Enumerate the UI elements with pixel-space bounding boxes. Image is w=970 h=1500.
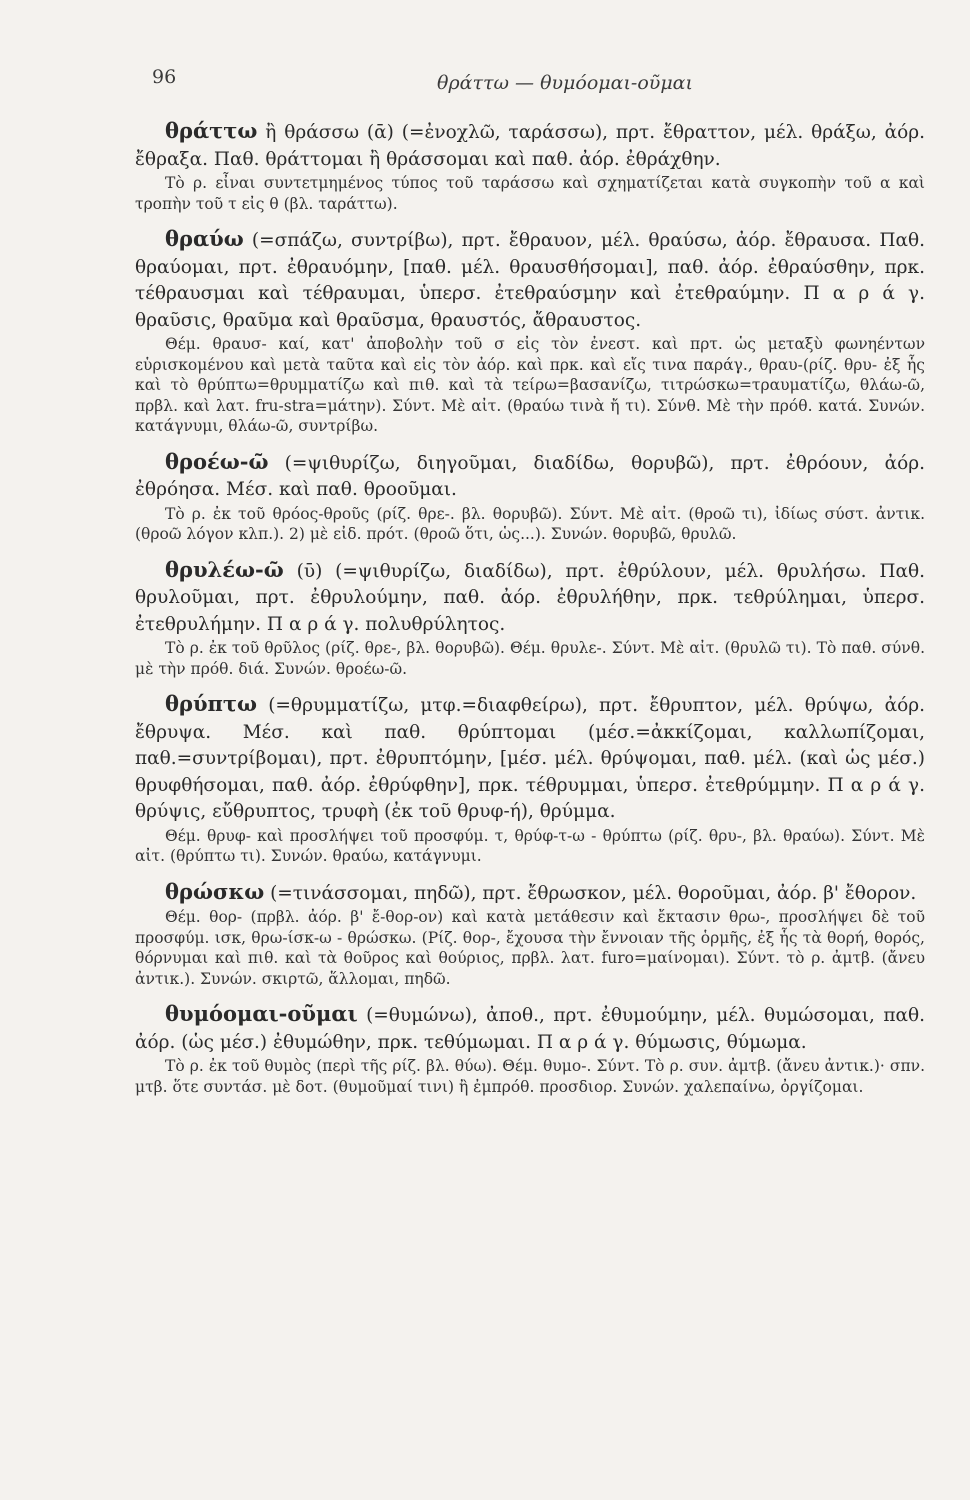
entry-definition: (=θυμώνω), ἀποθ., πρτ. ἐθυμούμην, μέλ. θυμώσομαι, παθ. ἀόρ. (ὡς μέσ.) ἐθυμώθην, πρκ. τεθύμωμαι. Π α ρ ά γ. θύμωσις, θύμωμα.	[135, 1005, 925, 1053]
entry-headword: θράττω	[165, 118, 258, 143]
entry-headword: θυμόομαι-οῦμαι	[165, 1001, 358, 1026]
entry-definition: (=θρυμματίζω, μτφ.=διαφθείρω), πρτ. ἔθρυπτον, μέλ. θρύψω, ἀόρ. ἔθρυψα. Μέσ. καὶ παθ. θρύπτομαι (μέσ.=ἀκκίζομαι, καλλωπίζομαι, παθ.=συντρίβομαι), πρτ. ἐθρυπτόμην, [μέσ. μέλ. θρύψομαι, παθ. μέλ. (καὶ ὡς μέσ.) θρυφθήσομαι, παθ. ἀόρ. ἐθρύφθην], πρκ. τέθρυμμαι, ὑπερσ. ἐτεθρύμμην. Π α ρ ά γ. θρύψις, εὔθρυπτος, τρυφὴ (ἐκ τοῦ θρυφ-ή), θρύμμα.	[135, 695, 925, 822]
entry-thratto	[135, 118, 925, 214]
entry-thrauo	[135, 226, 925, 437]
entry-note: Τὸ ρ. ἐκ τοῦ θρῦλος (ρίζ. θρε-, βλ. θορυβῶ). Θέμ. θρυλε-. Σύντ. Μὲ αἰτ. (θρυλῶ τι). Τὸ παθ. σύνθ. μὲ τὴν πρόθ. διά. Συνών. θροέω-ῶ.	[135, 639, 925, 678]
entry-headword: θρώσκω	[165, 878, 265, 904]
entry-headword: θροέω-ῶ	[165, 448, 269, 474]
entry-note: Θέμ. θραυσ- καί, κατ' ἀποβολὴν τοῦ σ εἰς τὸν ἐνεστ. καὶ πρτ. ὡς μεταξὺ φωνηέντων εὑρισκομένου καὶ μετὰ ταῦτα καὶ εἰς τὸν ἀόρ. καὶ πρκ. καὶ εἴς τινα παράγ., θραυ-(ρίζ. θρυ- ἐξ ἧς καὶ τὸ θρύπτω=θρυμματίζω καὶ πιθ. καὶ τὰ τείρω=βασανίζω, τιτρώσκω=τραυματίζω, θλάω-ῶ, πρβλ. καὶ λατ. fru-stra=μάτην). Σύντ. Μὲ αἰτ. (θραύω τινὰ ἤ τι). Σύνθ. Μὲ τὴν πρόθ. κατά. Συνών. κατάγνυμι, θλάω-ῶ, συντρίβω.	[135, 335, 925, 435]
entry-thryleo	[135, 557, 925, 680]
entry-main	[135, 557, 925, 639]
entry-throsko	[135, 879, 925, 990]
entry-main	[135, 118, 925, 173]
entry-note: Τὸ ρ. ἐκ τοῦ θυμὸς (περὶ τῆς ρίζ. βλ. θύω). Θέμ. θυμο-. Σύντ. Τὸ ρ. συν. ἀμτβ. (ἄνευ ἀντικ.)· σπν. μτβ. ὅτε συντάσ. μὲ δοτ. (θυμοῦμαί τινι) ἢ ἐμπρόθ. προσδιορ. Συνών. χαλεπαίνω, ὀργίζομαι.	[135, 1057, 925, 1096]
entry-main	[135, 879, 925, 908]
entry-definition: (=σπάζω, συντρίβω), πρτ. ἔθραυον, μέλ. θραύσω, ἀόρ. ἔθραυσα. Παθ. θραύομαι, πρτ. ἐθραυόμην, [παθ. μέλ. θραυσθήσομαι], παθ. ἀόρ. ἐθραύσθην, πρκ. τέθραυσμαι καὶ τέθραυμαι, ὑπερσ. ἐτεθραύσμην καὶ ἐτεθραύμην. Π α ρ ά γ. θραῦσις, θραῦμα καὶ θραῦσμα, θραυστός, ἄθραυστος.	[135, 230, 925, 331]
entry-headword: θραύω	[165, 226, 244, 251]
entry-thymoomai	[135, 1001, 925, 1097]
entry-note: Θέμ. θρυφ- καὶ προσλήψει τοῦ προσφύμ. τ, θρύφ-τ-ω - θρύπτω (ρίζ. θρυ-, βλ. θραύω). Σύντ. Μὲ αἰτ. (θρύπτω τι). Συνών. θραύω, κατάγνυμι.	[135, 826, 925, 865]
entry-thrypto	[135, 691, 925, 867]
entries-column	[135, 118, 925, 1109]
entry-throeo	[135, 449, 925, 545]
entry-main	[135, 691, 925, 826]
entry-note: Τὸ ρ. εἶναι συντετμημένος τύπος τοῦ ταράσσω καὶ σχηματίζεται κατὰ συγκοπὴν τοῦ α καὶ τροπὴν τοῦ τ εἰς θ (βλ. ταράττω).	[135, 174, 925, 213]
entry-definition: (=ψιθυρίζω, διηγοῦμαι, διαδίδω, θορυβῶ), πρτ. ἐθρόουν, ἀόρ. ἐθρόησα. Μέσ. καὶ παθ. θροοῦμαι.	[135, 452, 925, 500]
entry-definition: (ῡ) (=ψιθυρίζω, διαδίδω), πρτ. ἐθρύλουν, μέλ. θρυλήσω. Παθ. θρυλοῦμαι, πρτ. ἐθρυλούμην, παθ. ἀόρ. ἐθρυλήθην, πρκ. τεθρύλημαι, ὑπερσ. ἐτεθρυλήμην. Π α ρ ά γ. πολυθρύλητος.	[135, 560, 925, 635]
page-number: 96	[152, 66, 177, 88]
entry-main	[135, 226, 925, 334]
entry-note: Τὸ ρ. ἐκ τοῦ θρόος-θροῦς (ρίζ. θρε-. βλ. θορυβῶ). Σύντ. Μὲ αἰτ. (θροῶ τι), ἰδίως σύστ. ἀντικ. (θροῶ λόγον κλπ.). 2) μὲ εἰδ. πρότ. (θροῶ ὅτι, ὡς...). Συνών. θορυβῶ, θρυλῶ.	[135, 504, 925, 543]
entry-main	[135, 449, 925, 504]
entry-headword: θρυλέω-ῶ	[165, 556, 284, 582]
running-head: θράττω — θυμόομαι-οῦμαι	[437, 72, 693, 94]
entry-headword: θρύπτω	[165, 691, 258, 716]
entry-note: Θέμ. θορ- (πρβλ. ἀόρ. β' ἔ-θορ-ον) καὶ κατὰ μετάθεσιν καὶ ἔκτασιν θρω-, προσλήψει δὲ τοῦ προσφύμ. ισκ, θρω-ίσκ-ω - θρώσκω. (Ρίζ. θορ-, ἔχουσα τὴν ἔννοιαν τῆς ὁρμῆς, ἐξ ἧς τὰ θορή, θορός, θόρνυμαι καὶ πιθ. καὶ τὰ θοῦρος καὶ θούριος, πρβλ. λατ. furo=μαίνομαι). Σύντ. τὸ ρ. ἀμτβ. (ἄνευ ἀντικ.). Συνών. σκιρτῶ, ἅλλομαι, πηδῶ.	[135, 908, 925, 988]
entry-main	[135, 1001, 925, 1056]
entry-definition: (=τινάσσομαι, πηδῶ), πρτ. ἔθρωσκον, μέλ. θοροῦμαι, ἀόρ. β' ἔθορον.	[270, 882, 917, 904]
entry-definition: ἢ θράσσω (ᾱ) (=ἐνοχλῶ, ταράσσω), πρτ. ἔθραττον, μέλ. θράξω, ἀόρ. ἔθραξα. Παθ. θράττομαι ἢ θράσσομαι καὶ παθ. ἀόρ. ἐθράχθην.	[135, 122, 925, 170]
